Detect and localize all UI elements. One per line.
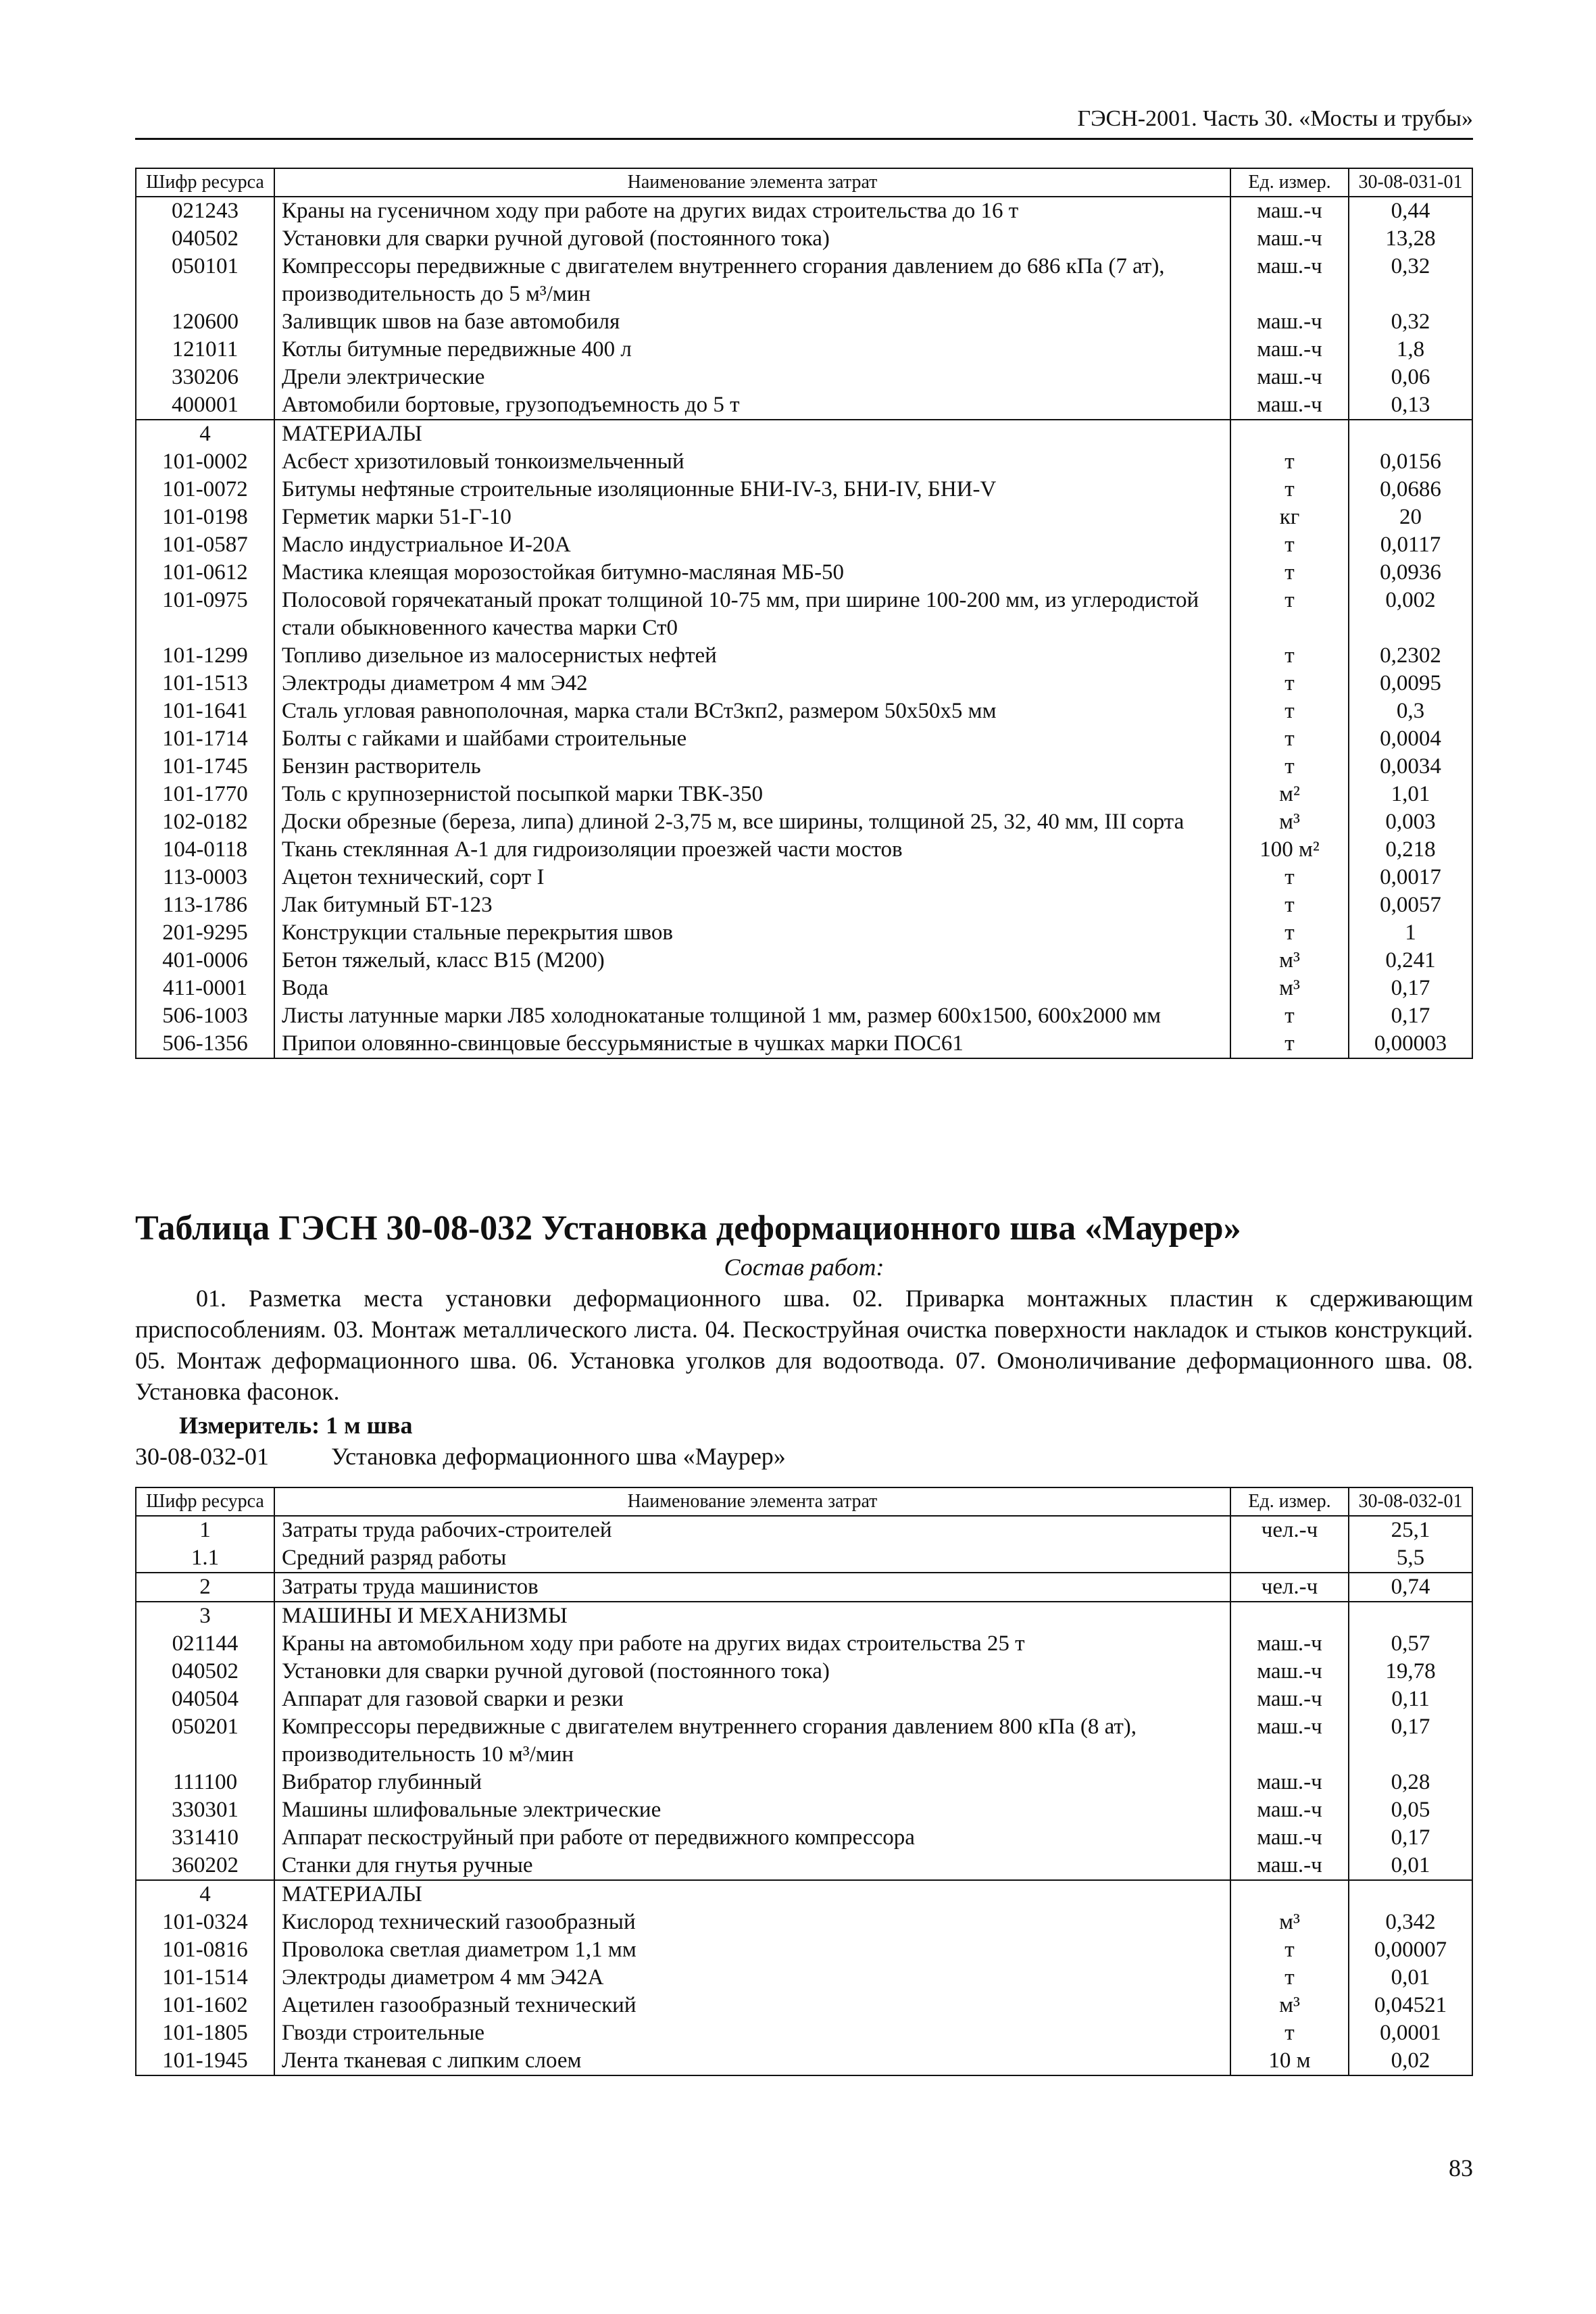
table-row	[136, 1573, 1472, 1602]
table-row	[136, 1002, 1472, 1030]
unit-cell: чел.-ч	[1230, 1573, 1349, 1602]
unit-cell: т	[1230, 670, 1349, 697]
table-row	[136, 391, 1472, 420]
resource-name-cell: Топливо дизельное из малосернистых нефтей	[274, 642, 1230, 670]
resource-code-cell: 101-1714	[136, 725, 274, 753]
norm-value-cell: 0,0034	[1349, 753, 1472, 781]
unit-cell: маш.-ч	[1230, 1713, 1349, 1769]
table-row	[136, 559, 1472, 587]
table-row	[136, 587, 1472, 642]
running-header: ГЭСН-2001. Часть 30. «Мосты и трубы»	[135, 101, 1473, 140]
works-description: 01. Разметка места установки деформационного шва. 02. Приварка монтажных пластин к сдерживающим приспособлениям. 03. Монтаж металлического листа. 04. Пескоструйная очистка поверхности накладок и стыков конструкций. 05. Монтаж деформационного шва. 06. Установка уголков для водоотвода. 07. Омоноличивание деформационного шва. 08. Установка фасонок.	[135, 1285, 1473, 1405]
resource-code-cell: 101-0612	[136, 559, 274, 587]
resource-code-cell: 101-1745	[136, 753, 274, 781]
unit-cell: маш.-ч	[1230, 1658, 1349, 1685]
unit-cell: маш.-ч	[1230, 225, 1349, 253]
resource-name-cell: Установки для сварки ручной дуговой (постоянного тока)	[274, 1658, 1230, 1685]
resource-name-cell: Доски обрезные (береза, липа) длиной 2-3,75 м, все ширины, толщиной 25, 32, 40 мм, III сорта	[274, 808, 1230, 836]
resource-name-cell: Полосовой горячекатаный прокат толщиной 10-75 мм, при ширине 100-200 мм, из углеродистой стали обыкновенного качества марки Ст0	[274, 587, 1230, 642]
subtable-code: 30-08-032-01	[135, 1443, 269, 1470]
norm-value-cell: 0,32	[1349, 253, 1472, 308]
resource-name-cell: Толь с крупнозернистой посыпкой марки ТВК-350	[274, 781, 1230, 808]
table-row	[136, 1602, 1472, 1630]
resource-code-cell: 101-1602	[136, 1992, 274, 2019]
norm-value-cell: 0,2302	[1349, 642, 1472, 670]
resource-name-cell: Кислород технический газообразный	[274, 1909, 1230, 1936]
norm-value-cell: 0,01	[1349, 1852, 1472, 1880]
norm-value-cell: 0,02	[1349, 2047, 1472, 2075]
norm-value-cell: 1	[1349, 919, 1472, 947]
unit-cell: маш.-ч	[1230, 364, 1349, 391]
norm-value-cell: 0,04521	[1349, 1992, 1472, 2019]
resource-code-cell: 101-0072	[136, 476, 274, 503]
unit-cell: т	[1230, 559, 1349, 587]
unit-cell: м³	[1230, 975, 1349, 1002]
resource-name-cell: Ацетилен газообразный технический	[274, 1992, 1230, 2019]
norm-value-cell: 0,05	[1349, 1796, 1472, 1824]
resource-code-cell: 101-0198	[136, 503, 274, 531]
column-header-code: Шифр ресурса	[136, 1487, 274, 1516]
resource-code-cell: 506-1356	[136, 1030, 274, 1058]
column-header-name: Наименование элемента затрат	[274, 168, 1230, 197]
table-row	[136, 781, 1472, 808]
table-row	[136, 364, 1472, 391]
resource-code-cell: 120600	[136, 308, 274, 336]
table-header-row	[136, 168, 1472, 197]
unit-cell: т	[1230, 642, 1349, 670]
table-row	[136, 725, 1472, 753]
table-row	[136, 919, 1472, 947]
unit-cell: т	[1230, 864, 1349, 891]
resource-code-cell: 1	[136, 1516, 274, 1544]
subtable-caption	[135, 1441, 786, 1472]
resource-code-cell: 3	[136, 1602, 274, 1630]
unit-cell	[1230, 1544, 1349, 1573]
unit-cell: т	[1230, 753, 1349, 781]
norm-value-cell: 1,8	[1349, 336, 1472, 364]
unit-cell: т	[1230, 697, 1349, 725]
resource-code-cell: 101-1770	[136, 781, 274, 808]
resource-name-cell: Масло индустриальное И-20А	[274, 531, 1230, 559]
table-row	[136, 1713, 1472, 1769]
table-header-row	[136, 1487, 1472, 1516]
resource-code-cell: 506-1003	[136, 1002, 274, 1030]
unit-cell: маш.-ч	[1230, 253, 1349, 308]
meter-line: Измеритель: 1 м шва	[179, 1412, 413, 1439]
table-row	[136, 1630, 1472, 1658]
resource-name-cell: Болты с гайками и шайбами строительные	[274, 725, 1230, 753]
resource-code-cell: 040502	[136, 225, 274, 253]
resource-name-cell: Машины шлифовальные электрические	[274, 1796, 1230, 1824]
resource-code-cell: 021144	[136, 1630, 274, 1658]
resource-code-cell: 330206	[136, 364, 274, 391]
resource-name-cell: Компрессоры передвижные с двигателем внутреннего сгорания давлением до 686 кПа (7 ат), производительность до 5 м³/мин	[274, 253, 1230, 308]
column-header-unit: Ед. измер.	[1230, 1487, 1349, 1516]
resource-code-cell: 101-0975	[136, 587, 274, 642]
resource-name-cell: Мастика клеящая морозостойкая битумно-масляная МБ-50	[274, 559, 1230, 587]
unit-cell: 100 м²	[1230, 836, 1349, 864]
unit-cell: т	[1230, 587, 1349, 642]
norm-value-cell: 0,11	[1349, 1685, 1472, 1713]
table-row	[136, 2047, 1472, 2075]
unit-cell: маш.-ч	[1230, 1769, 1349, 1796]
resource-code-cell: 2	[136, 1573, 274, 1602]
table-row	[136, 476, 1472, 503]
norm-value-cell: 0,44	[1349, 197, 1472, 225]
norm-value-cell: 20	[1349, 503, 1472, 531]
resource-code-cell: 4	[136, 420, 274, 448]
norm-value-cell: 0,0004	[1349, 725, 1472, 753]
norm-value-cell: 0,57	[1349, 1630, 1472, 1658]
resource-name-cell: Лак битумный БТ-123	[274, 891, 1230, 919]
unit-cell: чел.-ч	[1230, 1516, 1349, 1544]
table-row	[136, 947, 1472, 975]
table-row	[136, 808, 1472, 836]
unit-cell: маш.-ч	[1230, 1824, 1349, 1852]
resource-code-cell: 101-1299	[136, 642, 274, 670]
resource-name-cell: Сталь угловая равнополочная, марка стали ВСт3кп2, размером 50х50х5 мм	[274, 697, 1230, 725]
unit-cell: т	[1230, 1030, 1349, 1058]
resource-name-cell: Лента тканевая с липким слоем	[274, 2047, 1230, 2075]
norm-value-cell: 0,74	[1349, 1573, 1472, 1602]
resource-code-cell: 113-1786	[136, 891, 274, 919]
resource-code-cell: 101-1945	[136, 2047, 274, 2075]
table-row	[136, 1909, 1472, 1936]
resource-name-cell: Установки для сварки ручной дуговой (постоянного тока)	[274, 225, 1230, 253]
resource-name-cell: Проволока светлая диаметром 1,1 мм	[274, 1936, 1230, 1964]
resource-code-cell: 040504	[136, 1685, 274, 1713]
table-row	[136, 1516, 1472, 1544]
table-row	[136, 642, 1472, 670]
resource-name-cell: Бензин растворитель	[274, 753, 1230, 781]
unit-cell: маш.-ч	[1230, 1852, 1349, 1880]
unit-cell: т	[1230, 1002, 1349, 1030]
table-row	[136, 503, 1472, 531]
table-row	[136, 670, 1472, 697]
norm-value-cell: 0,003	[1349, 808, 1472, 836]
table-row	[136, 1796, 1472, 1824]
unit-cell: т	[1230, 476, 1349, 503]
resource-code-cell: 101-1513	[136, 670, 274, 697]
resource-code-cell: 040502	[136, 1658, 274, 1685]
norm-value-cell: 5,5	[1349, 1544, 1472, 1573]
resource-name-cell: Асбест хризотиловый тонкоизмельченный	[274, 448, 1230, 476]
unit-cell: м³	[1230, 947, 1349, 975]
resource-name-cell: Герметик марки 51-Г-10	[274, 503, 1230, 531]
unit-cell: маш.-ч	[1230, 1796, 1349, 1824]
resource-code-cell: 411-0001	[136, 975, 274, 1002]
norm-value-cell: 0,13	[1349, 391, 1472, 420]
resource-code-cell: 101-1641	[136, 697, 274, 725]
unit-cell	[1230, 1880, 1349, 1909]
resource-name-cell: Гвозди строительные	[274, 2019, 1230, 2047]
page-number: 83	[1449, 2155, 1473, 2182]
norm-value-cell	[1349, 420, 1472, 448]
norm-value-cell: 0,0686	[1349, 476, 1472, 503]
table-row	[136, 1658, 1472, 1685]
resource-code-cell: 101-1514	[136, 1964, 274, 1992]
resource-name-cell: Компрессоры передвижные с двигателем внутреннего сгорания давлением 800 кПа (8 ат), производительность 10 м³/мин	[274, 1713, 1230, 1769]
resource-name-cell: МАШИНЫ И МЕХАНИЗМЫ	[274, 1602, 1230, 1630]
resource-name-cell: Аппарат для газовой сварки и резки	[274, 1685, 1230, 1713]
norm-value-cell: 0,17	[1349, 975, 1472, 1002]
resource-name-cell: Аппарат пескоструйный при работе от передвижного компрессора	[274, 1824, 1230, 1852]
table-row	[136, 1544, 1472, 1573]
norm-value-cell: 0,3	[1349, 697, 1472, 725]
resource-code-cell: 4	[136, 1880, 274, 1909]
norm-value-cell: 25,1	[1349, 1516, 1472, 1544]
subtable-name: Установка деформационного шва «Маурер»	[331, 1443, 786, 1470]
table-row	[136, 1880, 1472, 1909]
resource-code-cell: 1.1	[136, 1544, 274, 1573]
table-row	[136, 197, 1472, 225]
table-row	[136, 1936, 1472, 1964]
resource-code-cell: 400001	[136, 391, 274, 420]
unit-cell: т	[1230, 919, 1349, 947]
resource-code-cell: 330301	[136, 1796, 274, 1824]
resource-code-cell: 101-0002	[136, 448, 274, 476]
norm-value-cell: 0,002	[1349, 587, 1472, 642]
norm-value-cell: 0,218	[1349, 836, 1472, 864]
resource-name-cell: Заливщик швов на базе автомобиля	[274, 308, 1230, 336]
unit-cell	[1230, 1602, 1349, 1630]
table-row	[136, 864, 1472, 891]
resource-name-cell: Битумы нефтяные строительные изоляционные БНИ-IV-3, БНИ-IV, БНИ-V	[274, 476, 1230, 503]
unit-cell: м³	[1230, 808, 1349, 836]
unit-cell: маш.-ч	[1230, 336, 1349, 364]
resource-code-cell: 101-0816	[136, 1936, 274, 1964]
table-row	[136, 1030, 1472, 1058]
column-header-unit: Ед. измер.	[1230, 168, 1349, 197]
norm-value-cell: 0,0936	[1349, 559, 1472, 587]
unit-cell: 10 м	[1230, 2047, 1349, 2075]
norm-value-cell: 0,17	[1349, 1824, 1472, 1852]
unit-cell: маш.-ч	[1230, 1630, 1349, 1658]
resource-code-cell: 101-0587	[136, 531, 274, 559]
resource-name-cell: Электроды диаметром 4 мм Э42А	[274, 1964, 1230, 1992]
resource-code-cell: 104-0118	[136, 836, 274, 864]
resource-name-cell: Ткань стеклянная А-1 для гидроизоляции проезжей части мостов	[274, 836, 1230, 864]
resource-code-cell: 101-0324	[136, 1909, 274, 1936]
works-caption: Состав работ:	[724, 1254, 884, 1281]
unit-cell: м³	[1230, 1909, 1349, 1936]
table1-body	[136, 197, 1472, 1058]
norm-value-cell: 0,17	[1349, 1002, 1472, 1030]
resource-table-032	[135, 1487, 1473, 2076]
resource-code-cell: 101-1805	[136, 2019, 274, 2047]
norm-value-cell: 0,0057	[1349, 891, 1472, 919]
section-title: Таблица ГЭСН 30-08-032 Установка деформационного шва «Маурер»	[135, 1209, 1241, 1248]
resource-name-cell: МАТЕРИАЛЫ	[274, 1880, 1230, 1909]
resource-code-cell: 331410	[136, 1824, 274, 1852]
table-row	[136, 448, 1472, 476]
resource-name-cell: Краны на автомобильном ходу при работе на других видах строительства 25 т	[274, 1630, 1230, 1658]
resource-name-cell: Конструкции стальные перекрытия швов	[274, 919, 1230, 947]
unit-cell: т	[1230, 1964, 1349, 1992]
resource-code-cell: 111100	[136, 1769, 274, 1796]
unit-cell	[1230, 420, 1349, 448]
column-header-norm: 30-08-032-01	[1349, 1487, 1472, 1516]
table-row	[136, 308, 1472, 336]
resource-code-cell: 360202	[136, 1852, 274, 1880]
resource-name-cell: Котлы битумные передвижные 400 л	[274, 336, 1230, 364]
resource-name-cell: Вибратор глубинный	[274, 1769, 1230, 1796]
norm-value-cell: 0,00003	[1349, 1030, 1472, 1058]
norm-value-cell: 13,28	[1349, 225, 1472, 253]
resource-table-031	[135, 168, 1473, 1059]
norm-value-cell: 0,0001	[1349, 2019, 1472, 2047]
unit-cell: т	[1230, 2019, 1349, 2047]
norm-value-cell: 0,342	[1349, 1909, 1472, 1936]
column-header-code: Шифр ресурса	[136, 168, 274, 197]
unit-cell: т	[1230, 448, 1349, 476]
norm-value-cell	[1349, 1880, 1472, 1909]
unit-cell: маш.-ч	[1230, 1685, 1349, 1713]
resource-name-cell: Затраты труда рабочих-строителей	[274, 1516, 1230, 1544]
table-row	[136, 891, 1472, 919]
table-row	[136, 836, 1472, 864]
resource-name-cell: Дрели электрические	[274, 364, 1230, 391]
unit-cell: маш.-ч	[1230, 391, 1349, 420]
table-row	[136, 1992, 1472, 2019]
table-row	[136, 225, 1472, 253]
resource-name-cell: Краны на гусеничном ходу при работе на других видах строительства до 16 т	[274, 197, 1230, 225]
resource-name-cell: Электроды диаметром 4 мм Э42	[274, 670, 1230, 697]
resource-code-cell: 050201	[136, 1713, 274, 1769]
norm-value-cell: 0,241	[1349, 947, 1472, 975]
resource-code-cell: 121011	[136, 336, 274, 364]
unit-cell: т	[1230, 1936, 1349, 1964]
table-row	[136, 420, 1472, 448]
resource-name-cell: Ацетон технический, сорт I	[274, 864, 1230, 891]
table-row	[136, 1964, 1472, 1992]
unit-cell: кг	[1230, 503, 1349, 531]
norm-value-cell: 0,0156	[1349, 448, 1472, 476]
table-row	[136, 1824, 1472, 1852]
table-row	[136, 336, 1472, 364]
resource-name-cell: Припои оловянно-свинцовые бессурьмянистые в чушках марки ПОС61	[274, 1030, 1230, 1058]
resource-name-cell: Средний разряд работы	[274, 1544, 1230, 1573]
resource-code-cell: 113-0003	[136, 864, 274, 891]
resource-name-cell: Станки для гнутья ручные	[274, 1852, 1230, 1880]
resource-code-cell: 050101	[136, 253, 274, 308]
table-row	[136, 253, 1472, 308]
table-row	[136, 1769, 1472, 1796]
resource-name-cell: МАТЕРИАЛЫ	[274, 420, 1230, 448]
resource-code-cell: 021243	[136, 197, 274, 225]
table-row	[136, 697, 1472, 725]
unit-cell: т	[1230, 725, 1349, 753]
norm-value-cell: 0,32	[1349, 308, 1472, 336]
unit-cell: т	[1230, 531, 1349, 559]
unit-cell: м²	[1230, 781, 1349, 808]
resource-code-cell: 102-0182	[136, 808, 274, 836]
norm-value-cell: 0,0117	[1349, 531, 1472, 559]
norm-value-cell: 0,28	[1349, 1769, 1472, 1796]
table-row	[136, 1852, 1472, 1880]
resource-name-cell: Листы латунные марки Л85 холоднокатаные толщиной 1 мм, размер 600х1500, 600х2000 мм	[274, 1002, 1230, 1030]
norm-value-cell: 0,17	[1349, 1713, 1472, 1769]
table2-body	[136, 1516, 1472, 2075]
norm-value-cell: 0,0017	[1349, 864, 1472, 891]
norm-value-cell: 19,78	[1349, 1658, 1472, 1685]
table-row	[136, 753, 1472, 781]
table-row	[136, 2019, 1472, 2047]
resource-name-cell: Автомобили бортовые, грузоподъемность до 5 т	[274, 391, 1230, 420]
column-header-norm: 30-08-031-01	[1349, 168, 1472, 197]
norm-value-cell: 0,00007	[1349, 1936, 1472, 1964]
unit-cell: маш.-ч	[1230, 197, 1349, 225]
norm-value-cell: 0,06	[1349, 364, 1472, 391]
table-row	[136, 1685, 1472, 1713]
norm-value-cell: 1,01	[1349, 781, 1472, 808]
table-row	[136, 975, 1472, 1002]
unit-cell: маш.-ч	[1230, 308, 1349, 336]
unit-cell: т	[1230, 891, 1349, 919]
resource-code-cell: 201-9295	[136, 919, 274, 947]
norm-value-cell	[1349, 1602, 1472, 1630]
resource-name-cell: Вода	[274, 975, 1230, 1002]
norm-value-cell: 0,0095	[1349, 670, 1472, 697]
column-header-name: Наименование элемента затрат	[274, 1487, 1230, 1516]
resource-name-cell: Бетон тяжелый, класс В15 (М200)	[274, 947, 1230, 975]
resource-name-cell: Затраты труда машинистов	[274, 1573, 1230, 1602]
table-row	[136, 531, 1472, 559]
norm-value-cell: 0,01	[1349, 1964, 1472, 1992]
resource-code-cell: 401-0006	[136, 947, 274, 975]
unit-cell: м³	[1230, 1992, 1349, 2019]
